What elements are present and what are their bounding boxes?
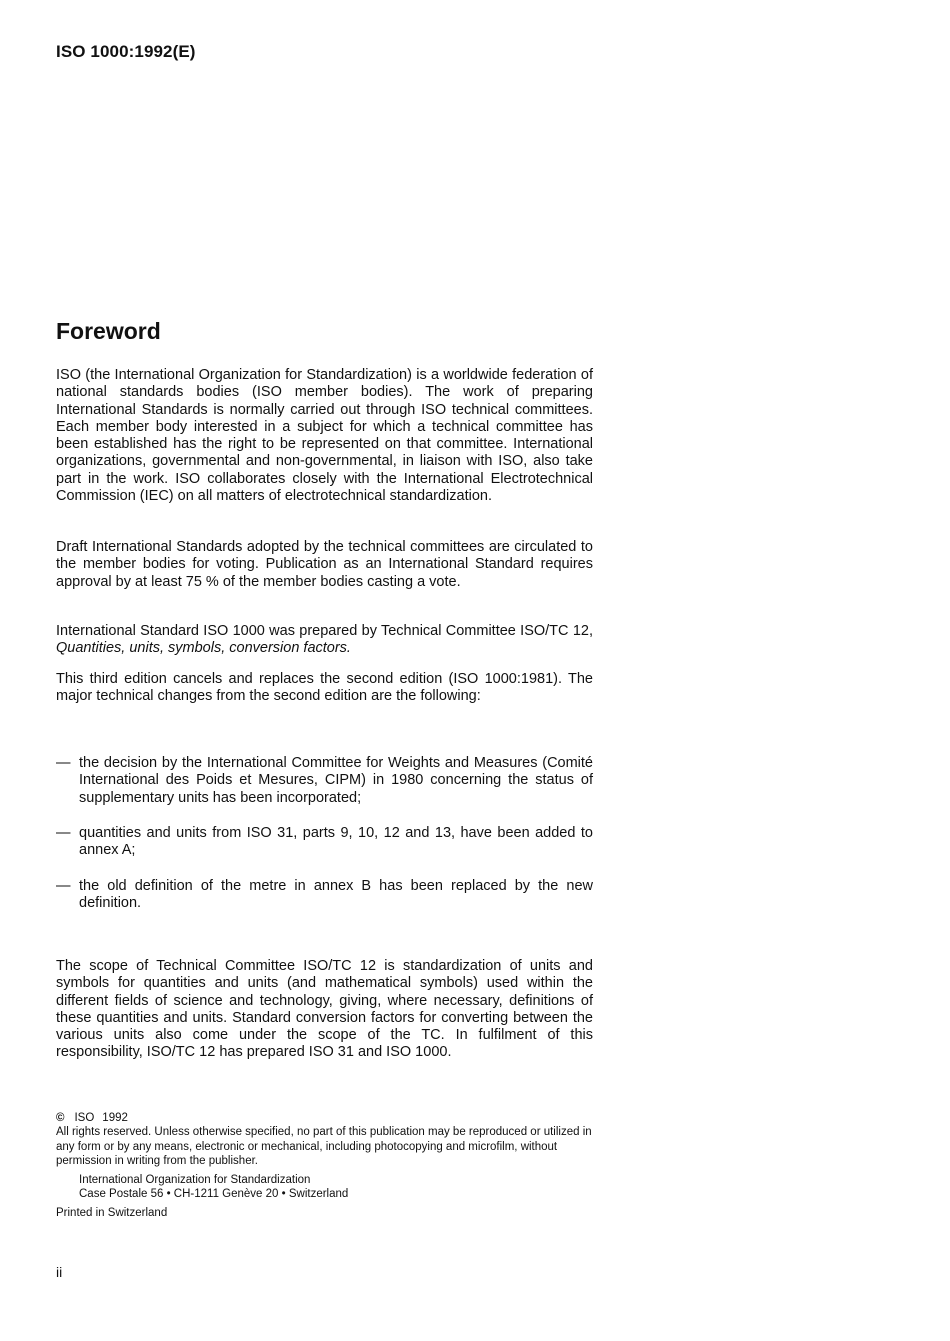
printed-in: Printed in Switzerland bbox=[56, 1206, 168, 1219]
list-item-text: quantities and units from ISO 31, parts 9, 10, 12 and 13, have been added to annex A; bbox=[79, 825, 593, 859]
list-item-text: the decision by the International Committee for Weights and Measures (Comité International des Poids et Mesures, CIPM) in 1980 concerning the status of supplementary units has been incorporated; bbox=[79, 755, 593, 806]
publisher-address bbox=[79, 1173, 593, 1202]
address-line-2: Case Postale 56 • CH-1211 Genève 20 • Switzerland bbox=[79, 1188, 349, 1201]
copyright-line bbox=[56, 1111, 593, 1125]
foreword-paragraph-1: ISO (the International Organization for Standardization) is a worldwide federation of national standards bodies (ISO member bodies). The work of preparing International Standards is normally carried out through ISO technical committees. Each member body interested in a subject for which a technical committee has been established has the right to be represented on that committee. International organizations, governmental and non-governmental, in liaison with ISO, also take part in the work. ISO collaborates closely with the International Electrotechnical Commission (IEC) on all matters of electrotechnical standardization. bbox=[56, 367, 593, 505]
document-identifier: ISO 1000:1992(E) bbox=[56, 42, 196, 61]
copyright-icon: © bbox=[56, 1112, 65, 1124]
foreword-paragraph-2: Draft International Standards adopted by the technical committees are circulated to the member bodies for voting. Publication as an International Standard requires approval by at least 75 % of the member bodies casting a vote. bbox=[56, 539, 593, 590]
list-item bbox=[56, 878, 593, 913]
foreword-paragraph-4: This third edition cancels and replaces the second edition (ISO 1000:1981). The major technical changes from the second edition are the following: bbox=[56, 671, 593, 705]
committee-title-italic: Quantities, units, symbols, conversion factors. bbox=[56, 640, 351, 657]
paragraph-3-text: International Standard ISO 1000 was prepared by Technical Committee ISO/TC 12, bbox=[56, 623, 593, 639]
rights-statement: All rights reserved. Unless otherwise specified, no part of this publication may be reproduced or utilized in any form or by any means, electronic or mechanical, including photocopying and microfilm, without permission in writing from the publisher. bbox=[56, 1126, 592, 1167]
list-item bbox=[56, 825, 593, 860]
page-number: ii bbox=[56, 1264, 63, 1280]
copyright-org: ISO bbox=[74, 1112, 95, 1124]
section-heading: Foreword bbox=[56, 318, 161, 344]
dash-bullet: — bbox=[56, 755, 71, 771]
copyright-block bbox=[56, 1111, 593, 1220]
dash-bullet: — bbox=[56, 825, 71, 841]
foreword-paragraph-5: The scope of Technical Committee ISO/TC 12 is standardization of units and symbols for quantities and units (and mathematical symbols) used within the different fields of science and technology, giving, where necessary, definitions of these quantities and units. Standard conversion factors for converting between the various units also come under the scope of the TC. In fulfilment of this responsibility, ISO/TC 12 has prepared ISO 31 and ISO 1000. bbox=[56, 958, 593, 1061]
copyright-year: 1992 bbox=[102, 1112, 128, 1124]
address-line-1: International Organization for Standardization bbox=[79, 1174, 311, 1187]
dash-bullet: — bbox=[56, 878, 71, 894]
list-item bbox=[56, 755, 593, 807]
foreword-paragraph-3 bbox=[56, 623, 593, 658]
list-item-text: the old definition of the metre in annex B has been replaced by the new definition. bbox=[79, 878, 593, 912]
